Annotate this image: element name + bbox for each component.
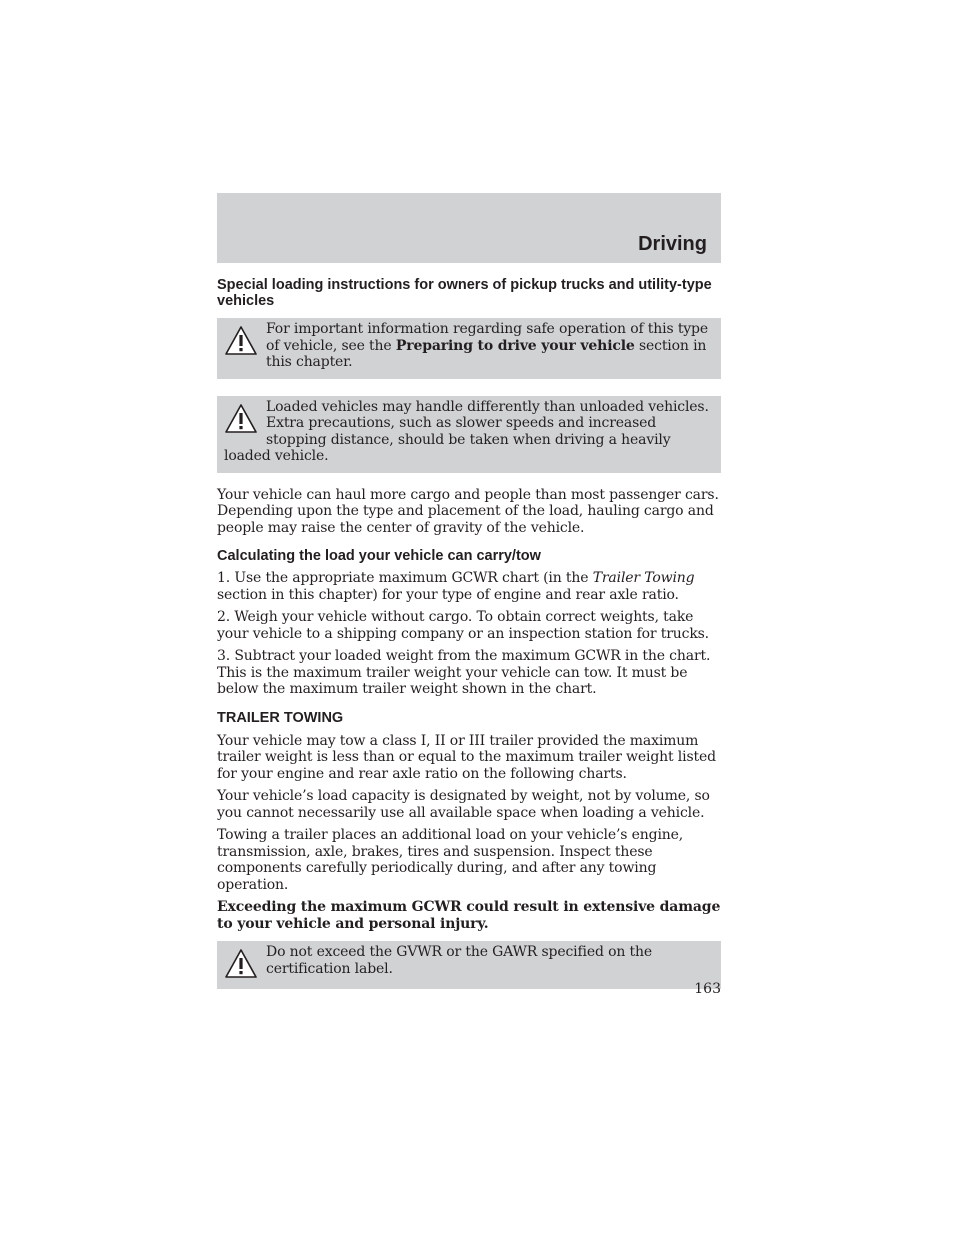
step-1 bbox=[217, 570, 721, 603]
warning-text: Loaded vehicles may handle differently than unloaded vehicles. Extra precautions, such as slower speeds and increased stopping distance, should be taken when driving a heavily loaded vehicle. bbox=[224, 398, 709, 464]
paragraph-gcwr-warning: Exceeding the maximum GCWR could result in extensive damage to your vehicle and personal injury. bbox=[217, 899, 721, 932]
warning-text-bold-link: Preparing to drive your vehicle bbox=[395, 337, 635, 354]
warning-box-loaded-vehicles bbox=[217, 396, 721, 473]
page-number: 163 bbox=[694, 981, 721, 997]
warning-triangle-icon bbox=[224, 403, 258, 435]
warning-text-pre: For important information regarding safe operation of this type of vehicle, see the bbox=[266, 321, 708, 354]
section-heading-calculating-load: Calculating the load your vehicle can carry/tow bbox=[217, 548, 541, 564]
paragraph-load-capacity: Your vehicle’s load capacity is designated by weight, not by volume, so you cannot necessarily use all available space when loading a vehicle. bbox=[217, 788, 710, 821]
warning-box-safe-operation bbox=[217, 318, 721, 379]
warning-box-gvwr bbox=[217, 941, 721, 989]
paragraph-haul-cargo: Your vehicle can haul more cargo and people than most passenger cars. Depending upon the type and placement of the load, hauling cargo and people may raise the center of gravity of the vehicle. bbox=[217, 486, 719, 536]
step-1-italic-ref: Trailer Towing bbox=[592, 570, 695, 586]
warning-triangle-icon bbox=[224, 325, 258, 357]
section-heading-special-loading: Special loading instructions for owners of pickup trucks and utility-type vehicles bbox=[217, 277, 712, 309]
section-heading-trailer-towing: TRAILER TOWING bbox=[217, 709, 344, 726]
paragraph-tow-class: Your vehicle may tow a class I, II or III trailer provided the maximum trailer weight is less than or equal to the maximum trailer weight listed for your engine and rear axle ratio on the following charts. bbox=[217, 732, 716, 782]
step-1-post: section in this chapter) for your type of engine and rear axle ratio. bbox=[217, 586, 679, 603]
chapter-title: Driving bbox=[638, 233, 707, 255]
chapter-header-band bbox=[217, 193, 721, 263]
step-2: 2. Weigh your vehicle without cargo. To obtain correct weights, take your vehicle to a shipping company or an inspection station for trucks. bbox=[217, 609, 709, 642]
warning-text-post: section in this chapter. bbox=[266, 337, 707, 370]
warning-text: Do not exceed the GVWR or the GAWR specified on the certification label. bbox=[266, 944, 653, 977]
step-1-pre: 1. Use the appropriate maximum GCWR chart (in the bbox=[217, 570, 593, 586]
page-content bbox=[217, 277, 721, 989]
paragraph-additional-load: Towing a trailer places an additional load on your vehicle’s engine, transmission, axle, brakes, tires and suspension. Inspect these components carefully periodically during, and after any towing operation. bbox=[217, 827, 684, 893]
warning-triangle-icon bbox=[224, 948, 258, 980]
step-3: 3. Subtract your loaded weight from the maximum GCWR in the chart. This is the maximum trailer weight your vehicle can tow. It must be below the maximum trailer weight shown in the chart. bbox=[217, 648, 711, 697]
